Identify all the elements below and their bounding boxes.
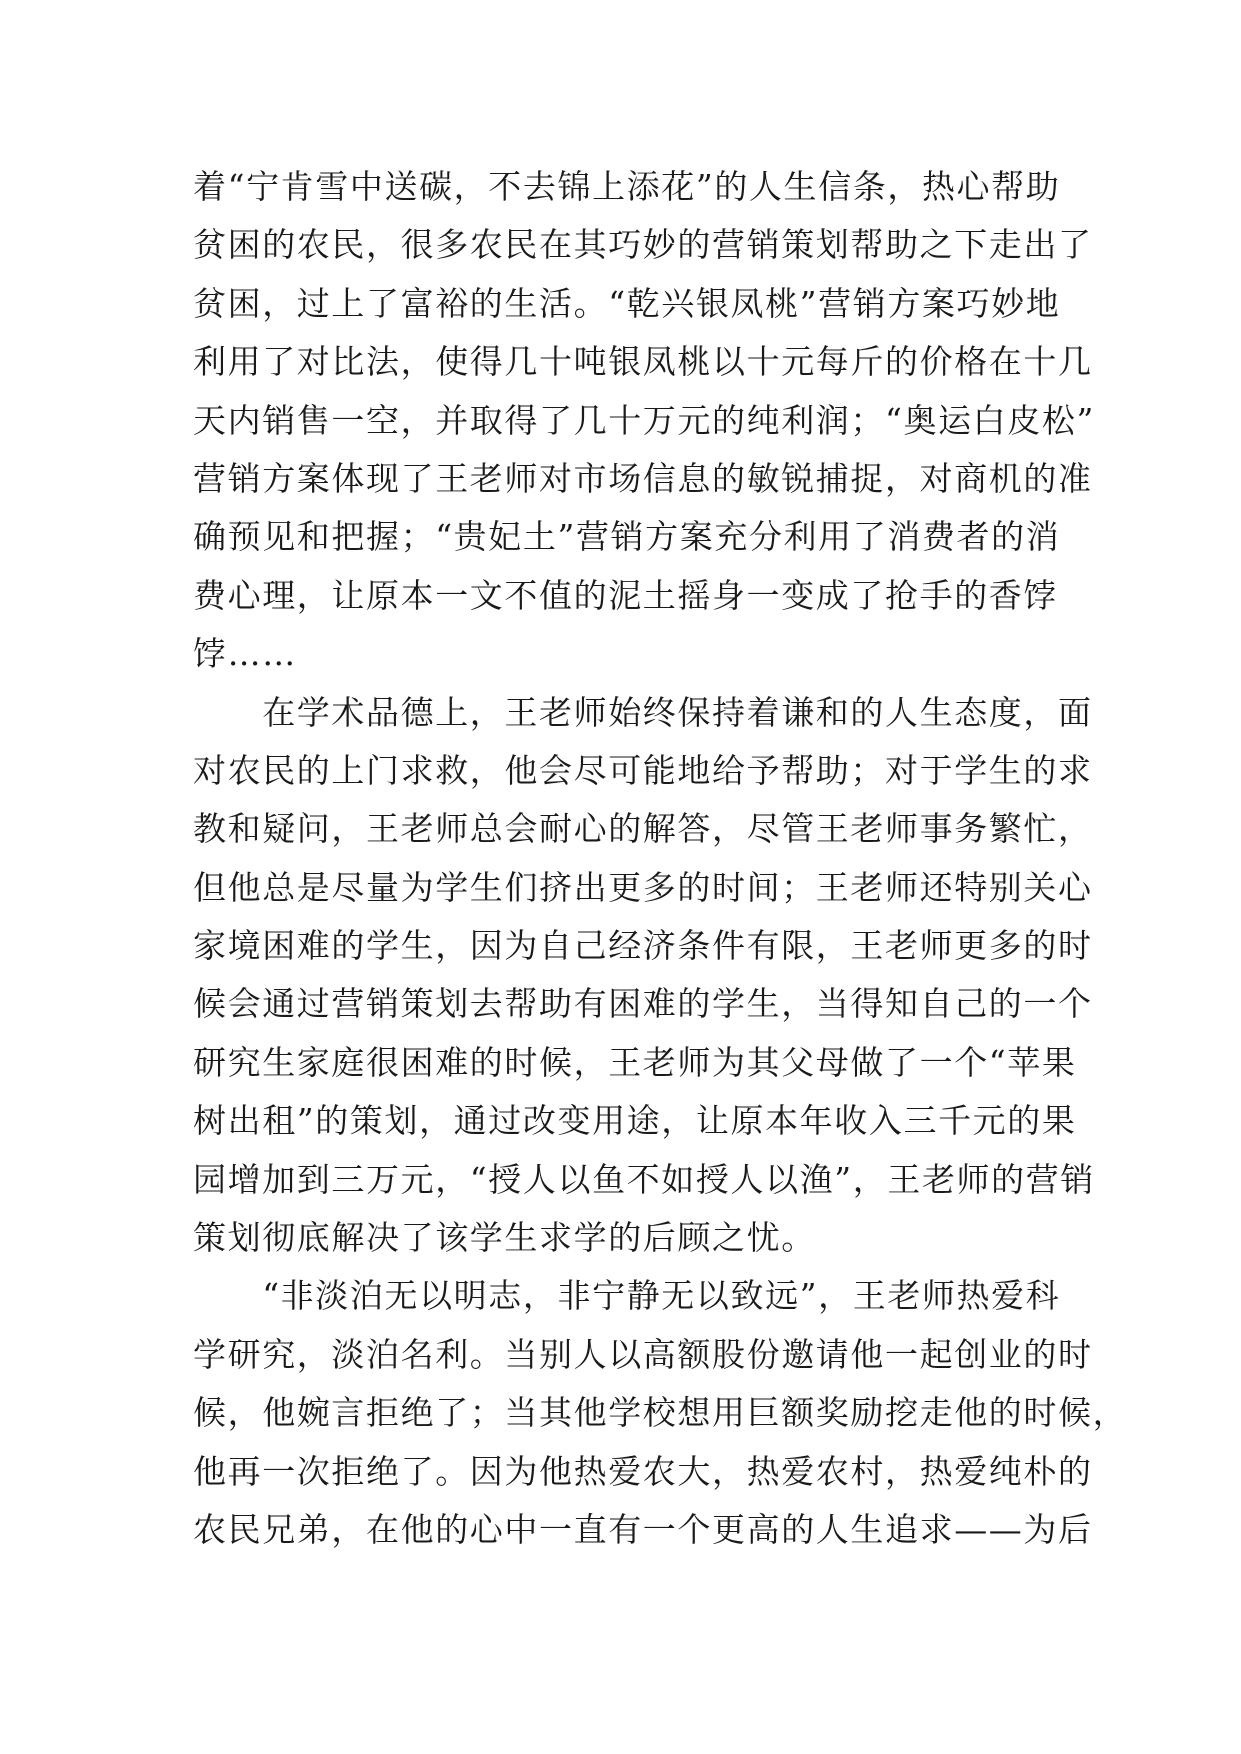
text-line: 着“宁肯雪中送碳，不去锦上添花”的人生信条，热心帮助 (193, 167, 1061, 206)
text-line: 营销方案体现了王老师对市场信息的敏锐捕捉，对商机的准 (193, 458, 1093, 498)
body-text (193, 158, 1128, 1559)
text-line: 费心理，让原本一文不值的泥土摇身一变成了抢手的香饽 (193, 575, 1058, 615)
paragraph-start-line: “非淡泊无以明志，非宁静无以致远”，王老师热爱科 (193, 1276, 1061, 1316)
text-line: 研究生家庭很困难的时候，王老师为其父母做了一个“苹果 (193, 1042, 1077, 1082)
text-line: 对农民的上门求救，他会尽可能地给予帮助；对于学生的求 (193, 750, 1093, 790)
text-line: 树出租”的策划，通过改变用途，让原本年收入三千元的果 (193, 1101, 1077, 1141)
text-line: 但他总是尽量为学生们挤出更多的时间；王老师还特别关心 (193, 867, 1093, 907)
text-line: 策划彻底解决了该学生求学的后顾之忧。 (193, 1218, 816, 1258)
text-line: 他再一次拒绝了。因为他热爱农大，热爱农村，热爱纯朴的 (193, 1451, 1093, 1491)
text-line: 候，他婉言拒绝了；当其他学校想用巨额奖励挖走他的时候， (193, 1393, 1128, 1433)
text-line: 贫困的农民，很多农民在其巧妙的营销策划帮助之下走出了 (193, 225, 1093, 265)
text-line: 天内销售一空，并取得了几十万元的纯利润；“奥运白皮松” (193, 400, 1095, 440)
text-line: 利用了对比法，使得几十吨银凤桃以十元每斤的价格在十几 (193, 342, 1093, 382)
text-line: 贫困，过上了富裕的生活。“乾兴银凤桃”营销方案巧妙地 (193, 283, 1061, 323)
text-line: 园增加到三万元，“授人以鱼不如授人以渔”，王老师的营销 (193, 1159, 1095, 1199)
text-line: 家境困难的学生，因为自己经济条件有限，王老师更多的时 (193, 926, 1093, 966)
paragraph-start-line: 在学术品德上，王老师始终保持着谦和的人生态度，面 (193, 692, 1093, 732)
text-line: 候会通过营销策划去帮助有困难的学生，当得知自己的一个 (193, 984, 1093, 1024)
text-line: 农民兄弟，在他的心中一直有一个更高的人生追求——为后 (193, 1509, 1093, 1549)
text-line: 确预见和把握；“贵妃土”营销方案充分利用了消费者的消 (193, 517, 1061, 557)
text-line: 饽…… (193, 634, 297, 674)
text-line: 学研究，淡泊名利。当别人以高额股份邀请他一起创业的时 (193, 1334, 1093, 1374)
text-line: 教和疑问，王老师总会耐心的解答，尽管王老师事务繁忙， (193, 809, 1093, 849)
